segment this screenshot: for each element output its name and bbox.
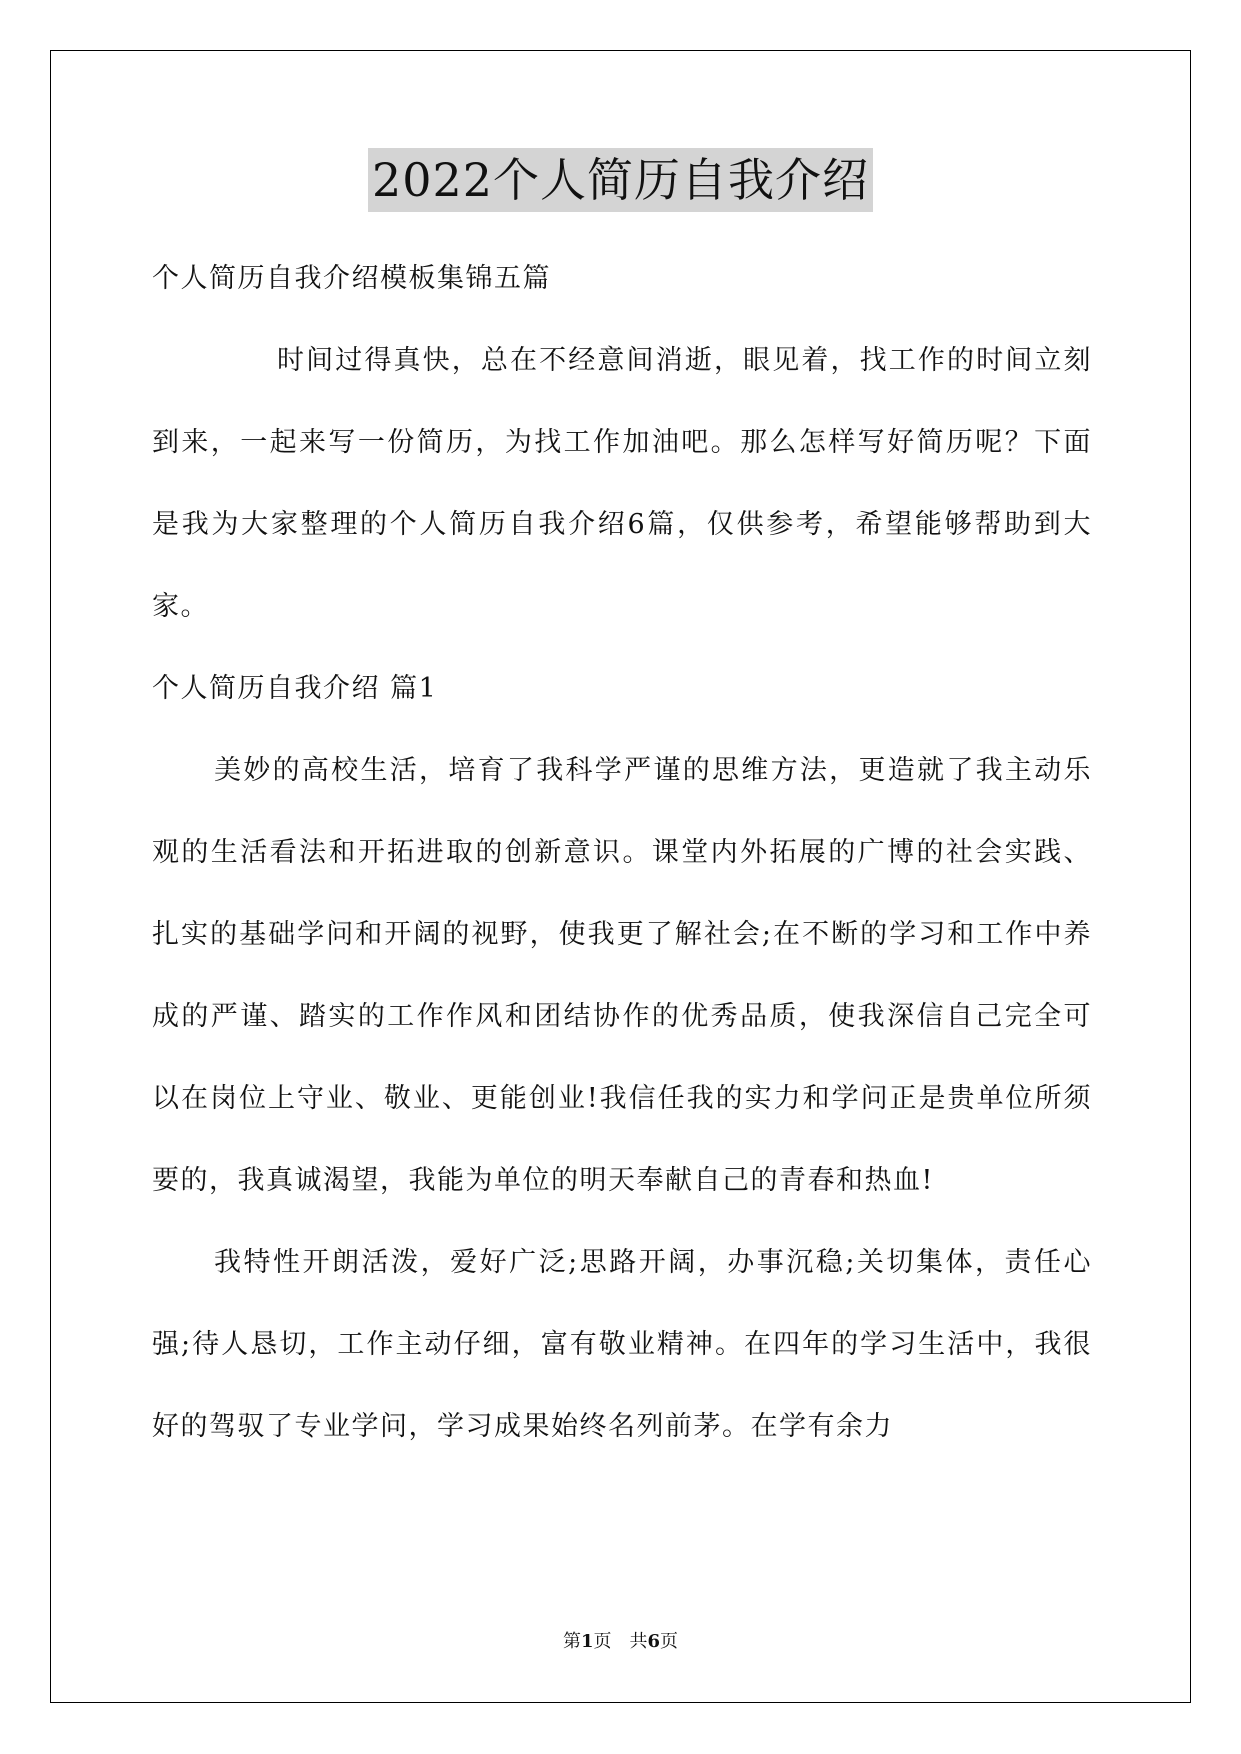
intro-paragraph: 时间过得真快，总在不经意间消逝，眼见着，找工作的时间立刻到来，一起来写一份简历，为找工作加油吧。那么怎样写好简历呢？下面是我为大家整理的个人简历自我介绍6篇，仅供参考，希望能够帮助到大家。	[152, 345, 1092, 622]
document-body	[152, 238, 1092, 1468]
footer-page-suffix: 页	[660, 1631, 679, 1652]
body-paragraph-2: 我特性开朗活泼，爱好广泛;思路开阔，办事沉稳;关切集体，责任心强;待人恳切，工作主动仔细，富有敬业精神。在四年的学习生活中，我很好的驾驭了专业学问，学习成果始终名列前茅。在学有余力	[152, 1247, 1092, 1442]
footer-page-number: 1	[580, 1631, 594, 1652]
document-subtitle: 个人简历自我介绍模板集锦五篇	[152, 263, 551, 294]
page-footer	[0, 1630, 1241, 1654]
footer-page-mid: 页 共	[593, 1631, 648, 1652]
body-paragraph-1: 美妙的高校生活，培育了我科学严谨的思维方法，更造就了我主动乐观的生活看法和开拓进取的创新意识。课堂内外拓展的广博的社会实践、扎实的基础学问和开阔的视野，使我更了解社会;在不断的学习和工作中养成的严谨、踏实的工作作风和团结协作的优秀品质，使我深信自己完全可以在岗位上守业、敬业、更能创业!我信任我的实力和学问正是贵单位所须要的，我真诚渴望，我能为单位的明天奉献自己的青春和热血!	[152, 755, 1092, 1196]
section-heading: 个人简历自我介绍 篇1	[152, 673, 438, 704]
footer-page-total: 6	[647, 1631, 661, 1652]
title-container	[0, 148, 1241, 212]
document-title: 2022个人简历自我介绍	[368, 148, 873, 212]
footer-page-prefix: 第	[562, 1631, 581, 1652]
